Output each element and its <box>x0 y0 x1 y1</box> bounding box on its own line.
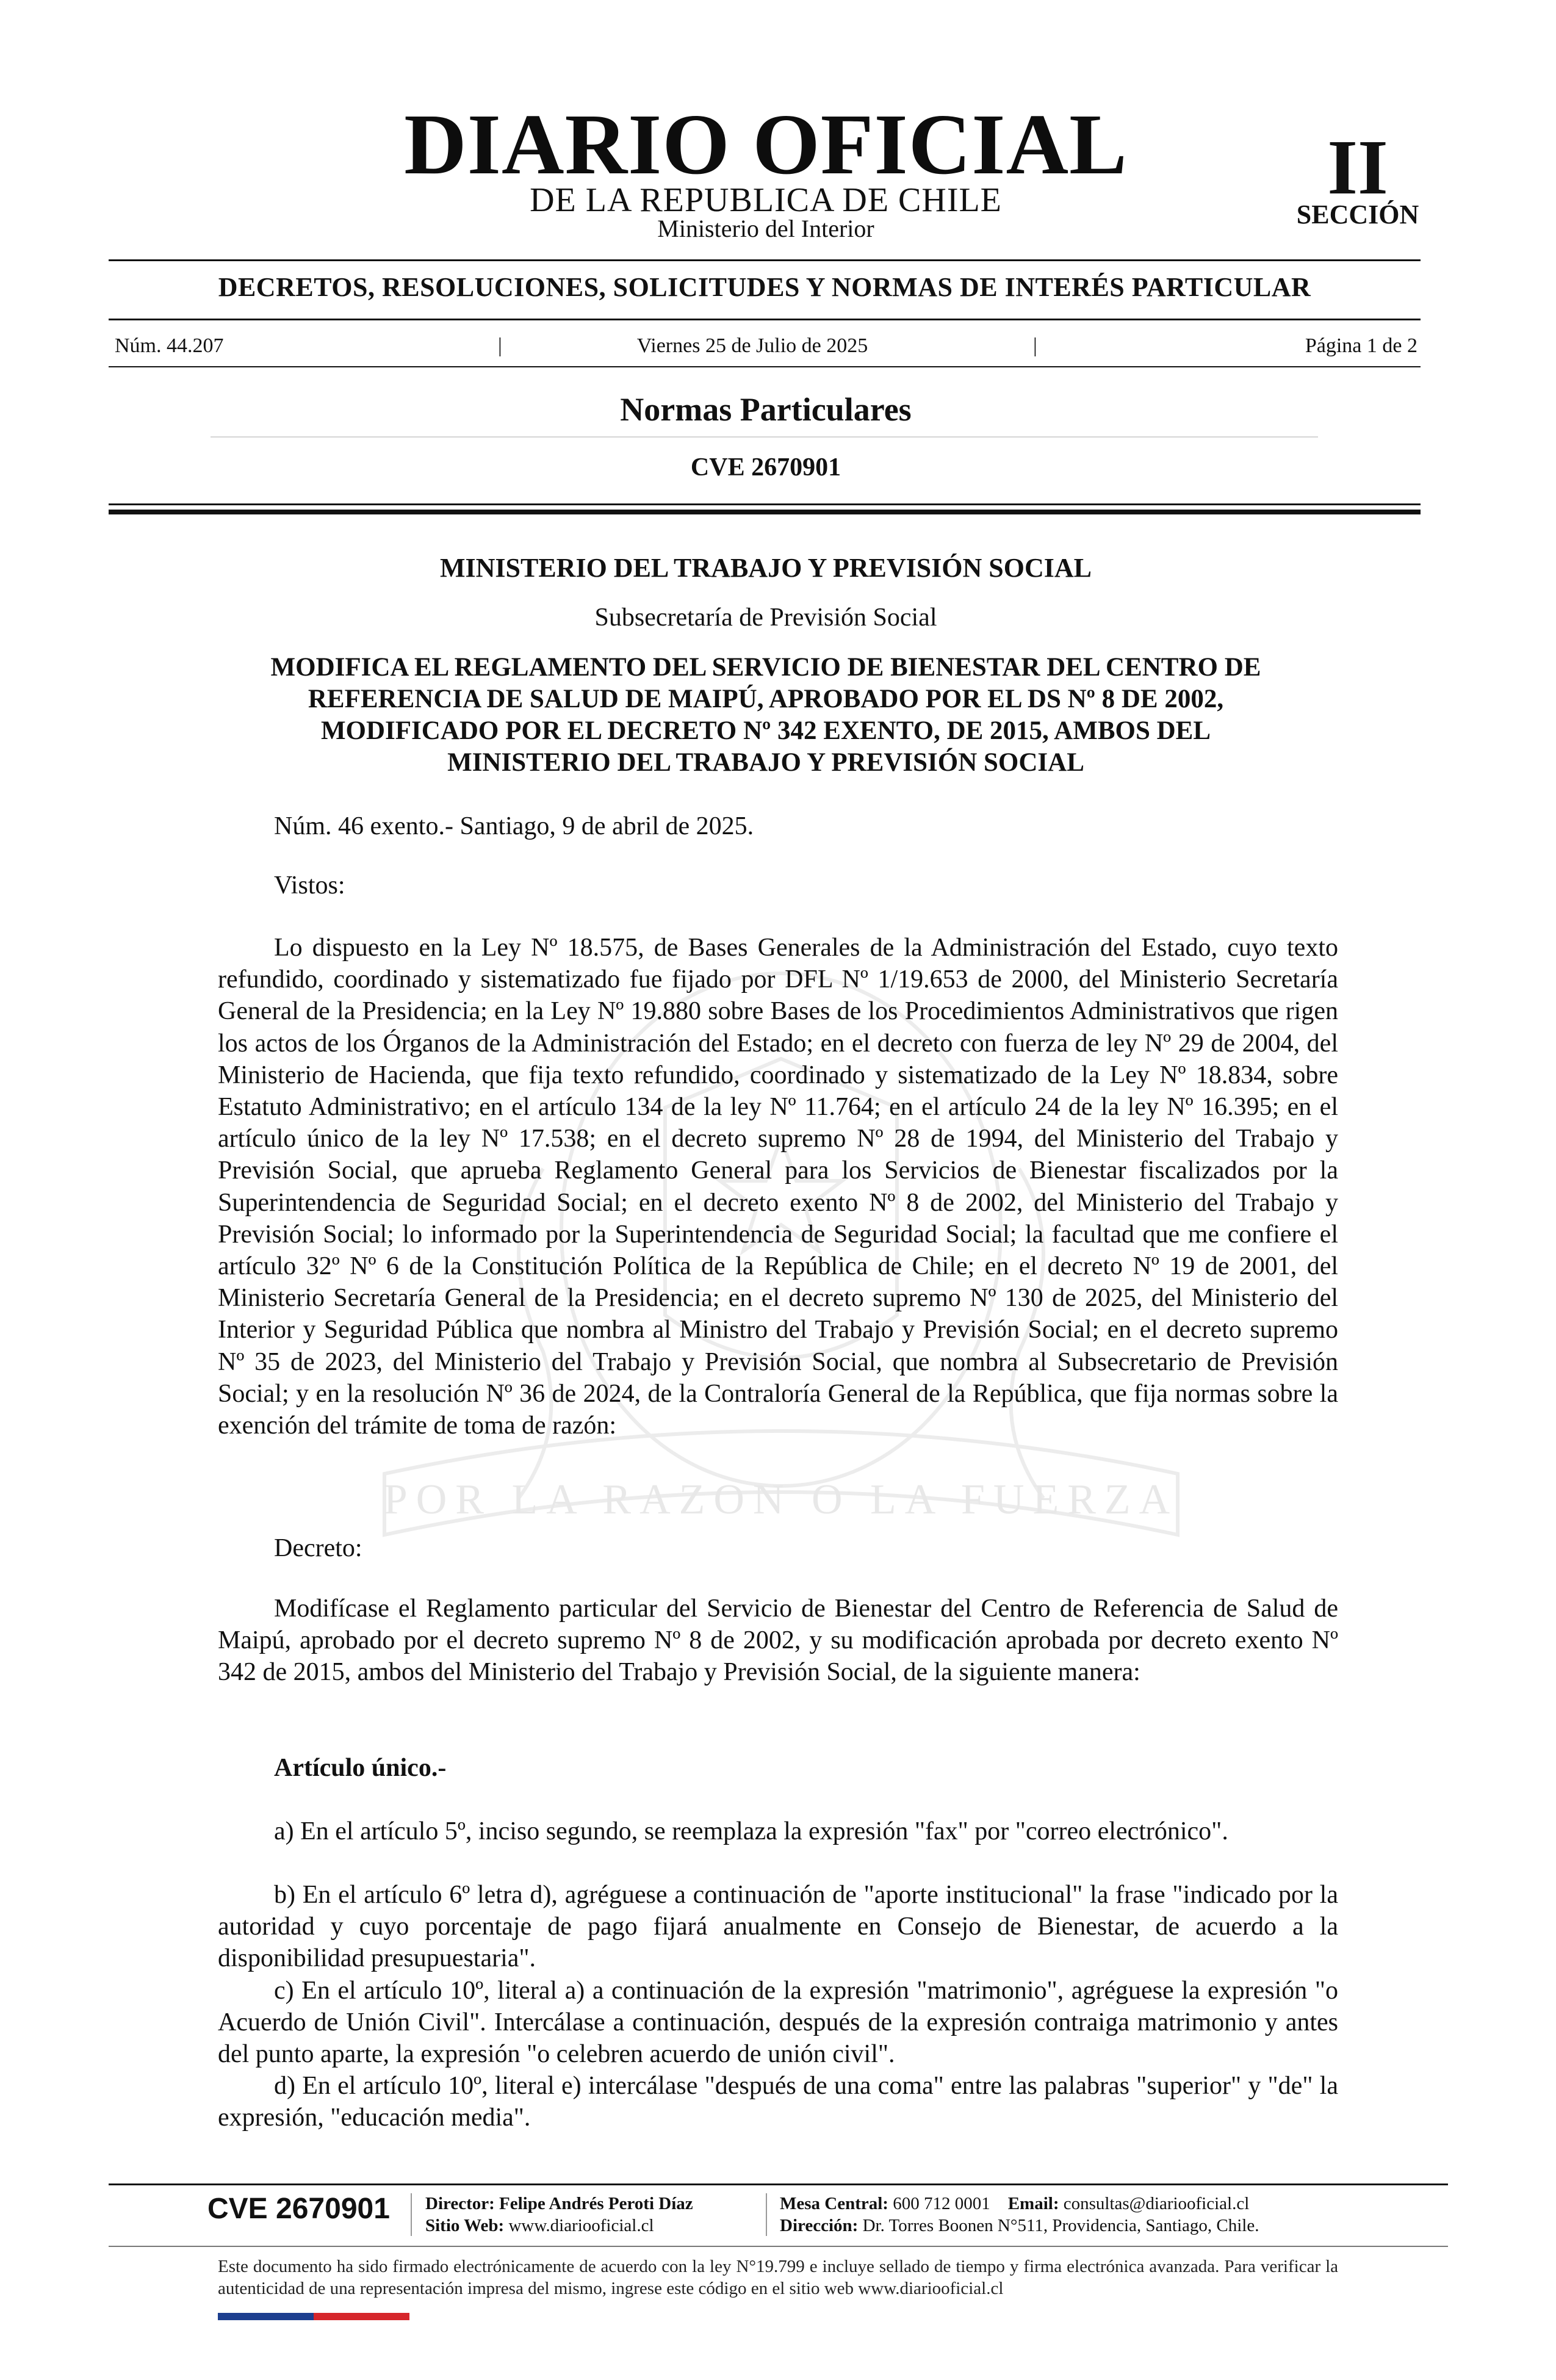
watermark-motto: POR LA RAZON O LA FUERZA <box>383 1476 1179 1523</box>
footer-divider <box>109 2246 1448 2247</box>
issue-separator: | <box>1033 334 1037 357</box>
section-divider <box>109 319 1421 320</box>
decreto-label: Decreto: <box>274 1534 362 1562</box>
newspaper-subtitle: DE LA REPUBLICA DE CHILE <box>530 181 1002 219</box>
email-label: Email: <box>1007 2194 1059 2213</box>
newspaper-title: DIARIO OFICIAL <box>404 96 1128 192</box>
decree-title-line: MINISTERIO DEL TRABAJO Y PREVISIÓN SOCIAL <box>447 748 1084 777</box>
contact-line <box>780 2193 1259 2215</box>
vistos-paragraph: Lo dispuesto en la Ley Nº 18.575, de Bases Generales de la Administración del Estado, cuyo texto refundido, coordinado y sistematizado fue fijado por DFL Nº 1/19.653 de 2000, del Ministerio Secretaría General de la Presidencia; en la Ley Nº 19.880 sobre Bases de los Procedimientos Administrativos que rigen los actos de los Órganos de la Administración del Estado; en el decreto con fuerza de ley Nº 29 de 2004, del Ministerio de Hacienda, que fija texto refundido, coordinado y sistematizado de la Ley Nº 18.834, sobre Estatuto Administrativo; en el artículo 134 de la ley Nº 11.764; en el artículo 24 de la ley Nº 16.395; en el artículo único de la ley Nº 17.538; en el decreto supremo Nº 28 de 1994, del Ministerio del Trabajo y Previsión Social, que aprueba Reglamento General para los Servicios de Bienestar fiscalizados por la Superintendencia de Seguridad Social; en el decreto exento Nº 8 de 2002, del Ministerio del Trabajo y Previsión Social; lo informado por la Superintendencia de Seguridad Social; la facultad que me confiere el artículo 32º Nº 6 de la Constitución Política de la República de Chile; en el decreto Nº 19 de 2001, del Ministerio Secretaría General de la Presidencia; en el decreto supremo Nº 130 de 2025, del Ministerio del Interior y Seguridad Pública que nombra al Ministro del Trabajo y Previsión Social; en el decreto supremo Nº 35 de 2023, del Ministerio del Trabajo y Previsión Social, que nombra al Subsecretario de Previsión Social; y en la resolución Nº 36 de 2024, de la Contraloría General de la República, que fija normas sobre la exención del trámite de toma de razón: <box>218 934 1338 1440</box>
masthead-divider <box>109 259 1421 261</box>
footer-separator <box>411 2193 412 2236</box>
decree-title-line: MODIFICA EL REGLAMENTO DEL SERVICIO DE BIENESTAR DEL CENTRO DE <box>270 653 1261 682</box>
newspaper-ministry: Ministerio del Interior <box>657 215 874 242</box>
decree-number-line: Núm. 46 exento.- Santiago, 9 de abril de 2025. <box>274 812 754 840</box>
vistos-label: Vistos: <box>274 871 345 900</box>
issue-divider <box>109 366 1421 367</box>
issue-separator: | <box>498 334 502 357</box>
phone-value: 600 712 0001 <box>893 2194 990 2213</box>
address-value: Dr. Torres Boonen N°511, Providencia, Santiago, Chile. <box>862 2216 1259 2235</box>
header-double-rule <box>109 510 1421 514</box>
section-label: SECCIÓN <box>1296 200 1419 229</box>
article-heading: Artículo único.- <box>274 1754 447 1782</box>
website-link[interactable]: www.diariooficial.cl <box>508 2216 654 2235</box>
director-line <box>425 2193 693 2215</box>
page-indicator: Página 1 de 2 <box>1305 334 1417 357</box>
electronic-signature-note: Este documento ha sido firmado electrónicamente de acuerdo con la ley N°19.799 e incluye sellado de tiempo y firma electrónica avanzada. Para verificar la autenticidad de una representación impresa del mismo, ingrese este código en el sitio web www.diariooficial.cl <box>218 2257 1338 2298</box>
flag-bar-blue <box>218 2313 314 2320</box>
issue-number: Núm. 44.207 <box>115 334 224 357</box>
footer-separator <box>766 2193 767 2236</box>
director-label: Director: <box>425 2194 495 2213</box>
article-item: a) En el artículo 5º, inciso segundo, se reemplaza la expresión "fax" por "correo electrónico". <box>274 1817 1228 1845</box>
issue-info-row <box>109 334 1421 359</box>
website-line <box>425 2215 693 2237</box>
decreto-paragraph: Modifícase el Reglamento particular del Servicio de Bienestar del Centro de Referencia de Salud de Maipú, aprobado por el decreto supremo Nº 8 de 2002, y su modificación aprobada por decreto exento Nº 342 de 2015, ambos del Ministerio del Trabajo y Previsión Social, de la siguiente manera: <box>218 1595 1338 1687</box>
director-name: Felipe Andrés Peroti Díaz <box>499 2194 693 2213</box>
decree-title-line: MODIFICADO POR EL DECRETO Nº 342 EXENTO, DE 2015, AMBOS DEL <box>320 716 1211 745</box>
article-item: d) En el artículo 10º, literal e) intercálase "después de una coma" entre las palabras "superior" y "de" la expresión, "educación media". <box>218 2072 1338 2132</box>
website-label: Sitio Web: <box>425 2216 505 2235</box>
footer-director-block <box>425 2193 693 2237</box>
email-link[interactable]: consultas@diariooficial.cl <box>1063 2194 1250 2213</box>
address-line <box>780 2215 1259 2237</box>
masthead <box>0 92 1556 250</box>
footer-divider <box>109 2183 1448 2185</box>
flag-bar-red <box>314 2313 409 2320</box>
footer-cve-code: CVE 2670901 <box>207 2193 390 2225</box>
norms-title: Normas Particulares <box>620 391 912 428</box>
ministry-heading: MINISTERIO DEL TRABAJO Y PREVISIÓN SOCIAL <box>439 553 1092 583</box>
norms-divider <box>211 436 1318 438</box>
address-label: Dirección: <box>780 2216 859 2235</box>
cve-code: CVE 2670901 <box>690 453 841 481</box>
subsecretaria: Subsecretaría de Previsión Social <box>594 604 937 632</box>
header-double-rule <box>109 503 1421 505</box>
section-heading: DECRETOS, RESOLUCIONES, SOLICITUDES Y NORMAS DE INTERÉS PARTICULAR <box>218 272 1311 302</box>
section-number: II <box>1327 124 1388 211</box>
decree-title <box>183 652 1349 779</box>
phone-label: Mesa Central: <box>780 2194 888 2213</box>
decree-title-line: REFERENCIA DE SALUD DE MAIPÚ, APROBADO POR EL DS Nº 8 DE 2002, <box>308 685 1224 713</box>
footer-contact-block <box>780 2193 1259 2237</box>
article-item: c) En el artículo 10º, literal a) a continuación de la expresión "matrimonio", agréguese la expresión "o Acuerdo de Unión Civil". Intercálase a continuación, después de la expresión contraiga matrimonio y antes del punto aparte, la expresión "o celebren acuerdo de unión civil". <box>218 1977 1338 2069</box>
article-item: b) En el artículo 6º letra d), agréguese a continuación de "aporte institucional" la frase "indicado por la autoridad y cuyo porcentaje de pago fijará anualmente en Consejo de Bienestar, de acuerdo a la disponibilidad presupuestaria". <box>218 1881 1338 1973</box>
issue-date: Viernes 25 de Julio de 2025 <box>636 334 868 357</box>
